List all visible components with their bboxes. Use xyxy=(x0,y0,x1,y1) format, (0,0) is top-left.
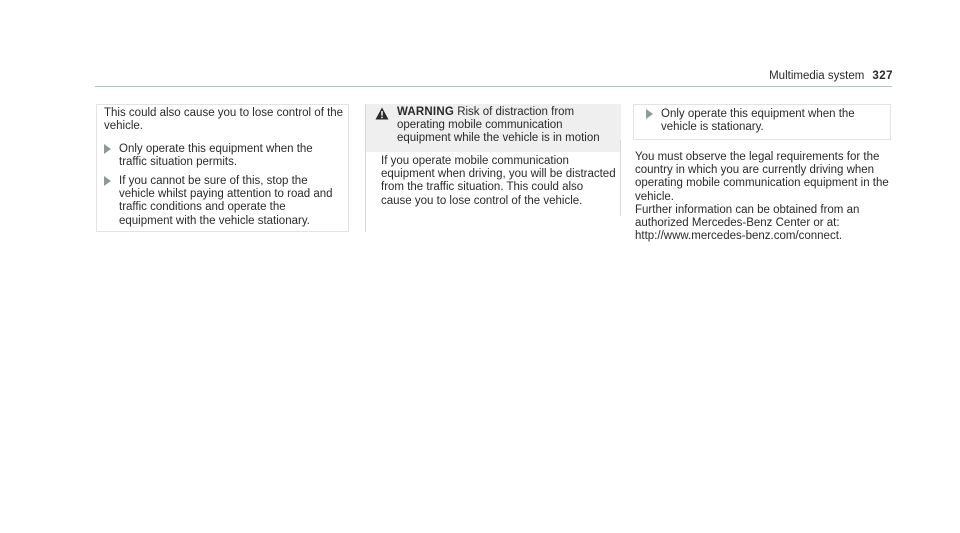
header-rule xyxy=(95,86,892,87)
intro-text: This could also cause you to lose control of the vehicle. xyxy=(104,107,344,133)
page-number: 327 xyxy=(872,70,893,82)
instruction-box xyxy=(96,104,349,232)
info-paragraph xyxy=(635,151,891,243)
step-text: Only operate this equipment when the vehicle is stationary. xyxy=(661,108,855,134)
instruction-box xyxy=(633,104,891,140)
step-arrow-icon xyxy=(646,109,653,119)
step-arrow-icon xyxy=(104,176,111,186)
step-arrow-icon xyxy=(104,144,111,154)
warning-body: If you operate mobile communication equipment when driving, you will be distracted from the traffic situation. This could also cause you to lose control of the vehicle. xyxy=(381,155,616,207)
warning-label: WARNING xyxy=(397,106,454,118)
warning-triangle-icon xyxy=(375,107,389,120)
page-header xyxy=(769,70,893,82)
step-text: If you cannot be sure of this, stop the vehicle whilst paying attention to road and traffic conditions and operate the equipment with the vehicle stationary. xyxy=(119,175,333,227)
legal-requirements-text: You must observe the legal requirements for the country in which you are currently driving when operating mobile communication equipment in the vehicle. xyxy=(635,151,889,203)
further-information-text: Further information can be obtained from an authorized Mercedes-Benz Center or at: http://www.mercedes-benz.com/connect. xyxy=(635,203,860,243)
paragraph-divider xyxy=(620,140,621,216)
step-text: Only operate this equipment when the traffic situation permits. xyxy=(119,143,313,169)
warning-header xyxy=(366,104,621,152)
section-title: Multimedia system xyxy=(769,70,865,82)
warning-heading: Risk of distraction from operating mobile communication equipment while the vehicle is in motion xyxy=(397,106,600,145)
warning-title xyxy=(397,106,619,146)
